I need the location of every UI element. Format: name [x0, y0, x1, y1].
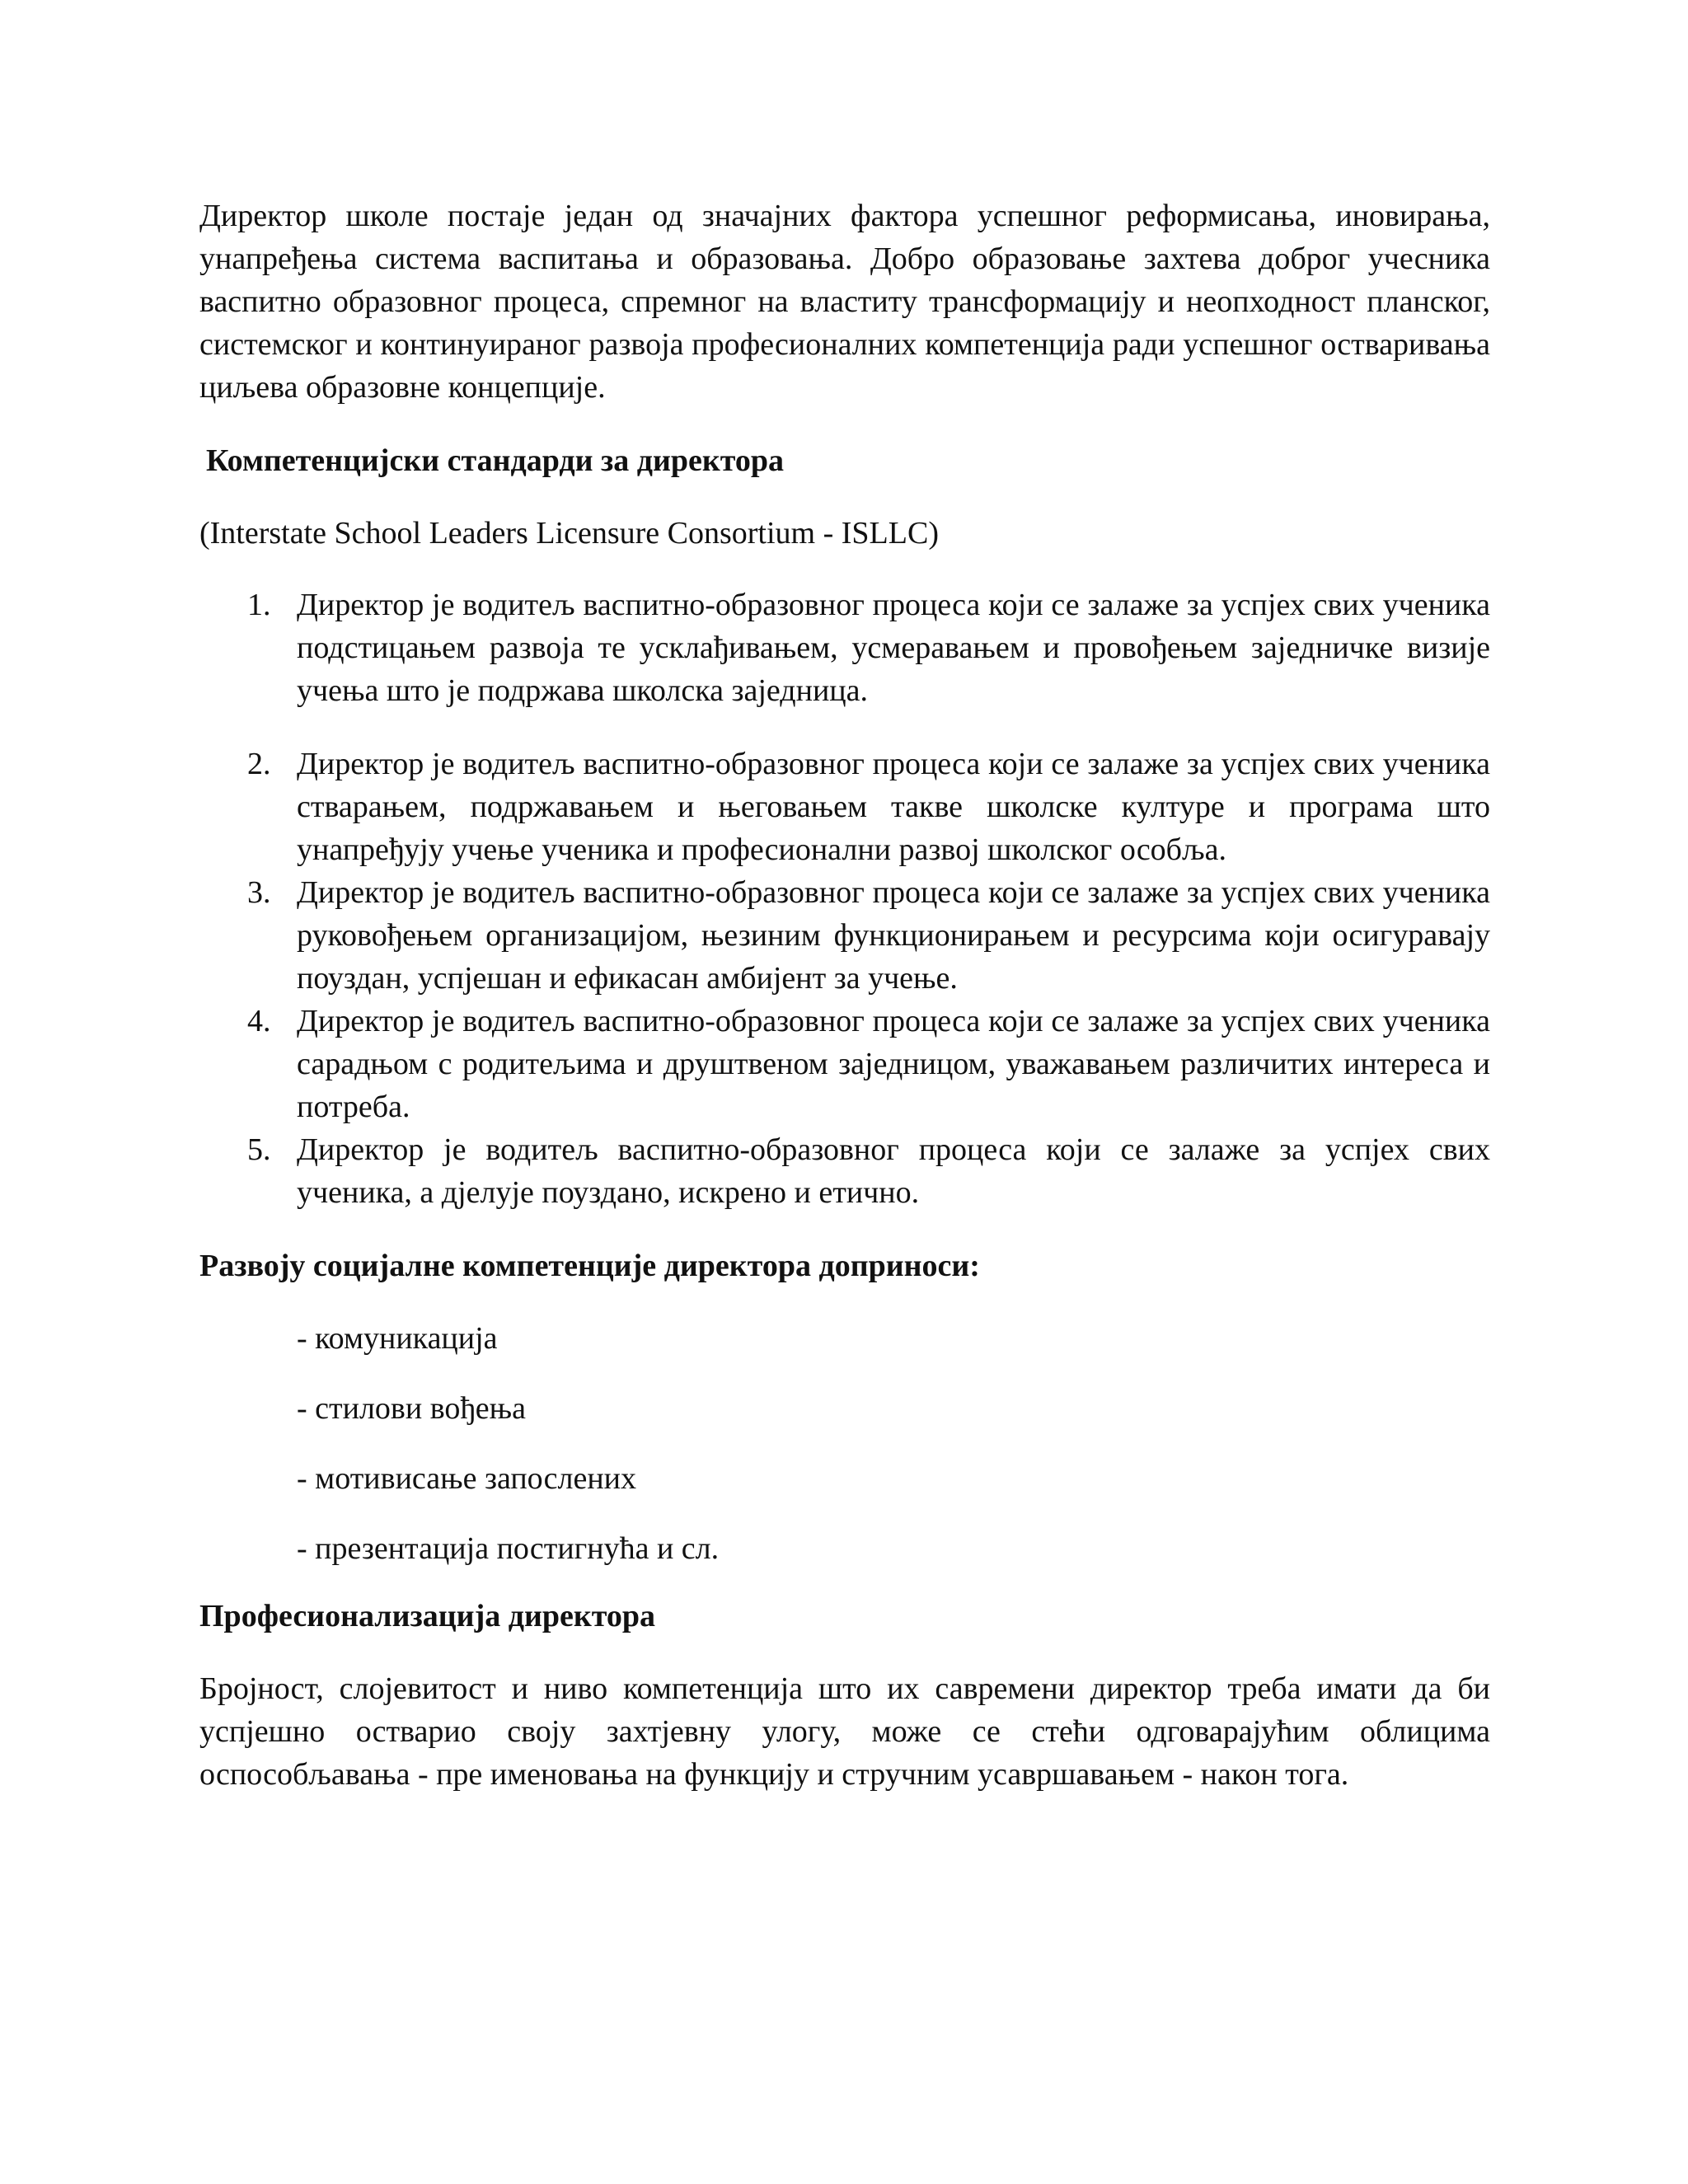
- list-item: - стилови вођења: [297, 1391, 526, 1426]
- item-number: 2.: [247, 747, 271, 781]
- list-item: - презентација постигнућа и сл.: [297, 1531, 720, 1566]
- list-item: - мотивисање запослених: [297, 1461, 636, 1496]
- social-competence-heading: Развоју социјалне компетенције директора доприноси:: [199, 1249, 980, 1283]
- standards-heading: Компетенцијски стандарди за директора: [206, 443, 785, 478]
- social-competence-list: [199, 1317, 1490, 1570]
- item-number: 3.: [247, 875, 271, 910]
- item-text: Директор је водитељ васпитно-образовног процеса који се залаже за успјех свих ученика стварањем, подржавањем и његовањем такве школске културе и програма што унапређују учење ученика и професионални развој школског особља.: [297, 747, 1490, 867]
- intro-paragraph: Директор школе постаје један од значајних фактора успешног реформисања, иновирања, унапређења система васпитања и образовања. Добро образовање захтева доброг учесника васпитно образовног процеса, спремног на властиту трансформацију и неопходност планског, системског и континуираног развоја професионалних компетенција ради успешног остваривања циљева образовне концепције.: [199, 199, 1490, 405]
- professionalization-heading: Професионализација директора: [199, 1599, 656, 1633]
- standard-item-4: [199, 1000, 1490, 1128]
- standard-item-3: [199, 871, 1490, 1000]
- item-text: Директор је водитељ васпитно-образовног процеса који се залаже за успјех свих ученика, а дјелује поуздано, искрено и етично.: [297, 1132, 1490, 1210]
- list-item: - комуникација: [297, 1321, 498, 1356]
- standard-item-2: [199, 743, 1490, 871]
- item-text: Директор је водитељ васпитно-образовног процеса који се залаже за успјех свих ученика сарадњом с родитељима и друштвеном заједницом, уважавањем различитих интереса и потреба.: [297, 1004, 1490, 1124]
- closing-paragraph: Бројност, слојевитост и ниво компетенција што их савремени директор треба имати да би успјешно остварио своју захтјевну улогу, може се стећи одговарајућим облицима оспособљавања - пре именовања на функцију и стручним усавршавањем - након тога.: [199, 1671, 1490, 1792]
- item-number: 4.: [247, 1004, 271, 1038]
- page-content: [199, 194, 1490, 1796]
- item-number: 1.: [247, 588, 271, 622]
- standard-item-1: [199, 583, 1490, 712]
- standards-list: [199, 583, 1490, 1214]
- item-text: Директор је водитељ васпитно-образовног процеса који се залаже за успјех свих ученика руковођењем организацијом, њезиним функционирањем и ресурсима који осигуравају поуздан, успјешан и ефикасан амбијент за учење.: [297, 875, 1490, 996]
- standard-item-5: [199, 1128, 1490, 1214]
- item-text: Директор је водитељ васпитно-образовног процеса који се залаже за успјех свих ученика подстицањем развоја те усклађивањем, усмеравањем и провођењем заједничке визије учења што је подржава школска заједница.: [297, 588, 1490, 708]
- isllc-line: (Interstate School Leaders Licensure Consortium - ISLLC): [199, 516, 939, 551]
- item-number: 5.: [247, 1132, 271, 1167]
